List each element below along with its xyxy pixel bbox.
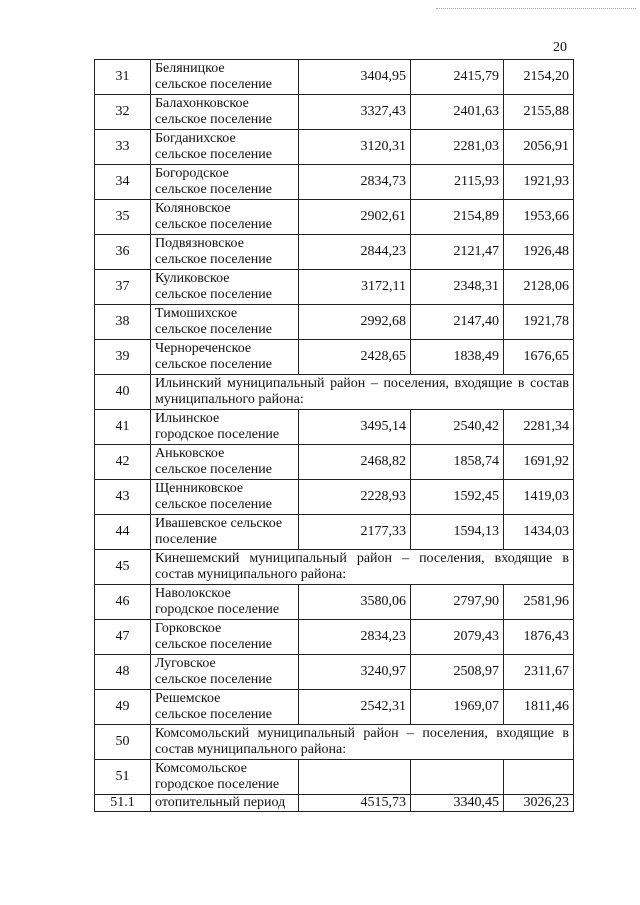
table-row — [95, 655, 574, 690]
settlement-name-cell: Ивашевское сельское поселение — [151, 515, 299, 550]
value-col1-cell — [299, 760, 411, 795]
value-col3-cell: 1921,78 — [504, 305, 574, 340]
row-number-cell: 37 — [95, 270, 151, 305]
settlement-name-cell: Луговское сельское поселение — [151, 655, 299, 690]
value-col2-cell: 2079,43 — [411, 620, 504, 655]
value-col3-cell: 1921,93 — [504, 165, 574, 200]
table-row — [95, 620, 574, 655]
table-row — [95, 235, 574, 270]
row-number-cell: 49 — [95, 690, 151, 725]
value-col3-cell: 3026,23 — [504, 795, 574, 812]
value-col2-cell — [411, 760, 504, 795]
value-col1-cell: 2992,68 — [299, 305, 411, 340]
row-number-cell: 46 — [95, 585, 151, 620]
table-row — [95, 130, 574, 165]
district-header-row — [95, 725, 574, 760]
value-col3-cell — [504, 760, 574, 795]
value-col2-cell: 1838,49 — [411, 340, 504, 375]
settlements-table-body — [95, 60, 574, 812]
settlement-name-cell: Наволокское городское поселение — [151, 585, 299, 620]
table-row — [95, 165, 574, 200]
value-col3-cell: 2154,20 — [504, 60, 574, 95]
row-number-cell: 43 — [95, 480, 151, 515]
value-col3-cell: 1419,03 — [504, 480, 574, 515]
value-col1-cell: 3240,97 — [299, 655, 411, 690]
value-col1-cell: 2468,82 — [299, 445, 411, 480]
value-col3-cell: 1876,43 — [504, 620, 574, 655]
row-number-cell: 41 — [95, 410, 151, 445]
settlement-name-cell: отопительный период — [151, 795, 299, 812]
row-number-cell: 32 — [95, 95, 151, 130]
district-header-cell: Кинешемский муниципальный район – поселения, входящие в состав муниципального района: — [151, 550, 574, 585]
row-number-cell: 40 — [95, 375, 151, 410]
value-col2-cell: 1592,45 — [411, 480, 504, 515]
value-col3-cell: 1434,03 — [504, 515, 574, 550]
value-col3-cell: 1926,48 — [504, 235, 574, 270]
value-col3-cell: 1691,92 — [504, 445, 574, 480]
settlement-name-cell: Коляновское сельское поселение — [151, 200, 299, 235]
value-col2-cell: 2508,97 — [411, 655, 504, 690]
row-number-cell: 38 — [95, 305, 151, 340]
value-col2-cell: 1969,07 — [411, 690, 504, 725]
settlement-name-cell: Подвязновское сельское поселение — [151, 235, 299, 270]
value-col2-cell: 3340,45 — [411, 795, 504, 812]
value-col3-cell: 2128,06 — [504, 270, 574, 305]
table-row — [95, 305, 574, 340]
table-row — [95, 795, 574, 812]
settlement-name-cell: Горковское сельское поселение — [151, 620, 299, 655]
value-col3-cell: 1676,65 — [504, 340, 574, 375]
value-col1-cell: 2177,33 — [299, 515, 411, 550]
row-number-cell: 44 — [95, 515, 151, 550]
value-col1-cell: 4515,73 — [299, 795, 411, 812]
value-col2-cell: 2154,89 — [411, 200, 504, 235]
row-number-cell: 45 — [95, 550, 151, 585]
table-row — [95, 760, 574, 795]
value-col2-cell: 2147,40 — [411, 305, 504, 340]
settlement-name-cell: Решемское сельское поселение — [151, 690, 299, 725]
district-header-cell: Ильинский муниципальный район – поселения, входящие в состав муниципального района: — [151, 375, 574, 410]
value-col1-cell: 2428,65 — [299, 340, 411, 375]
value-col1-cell: 3120,31 — [299, 130, 411, 165]
settlement-name-cell: Ильинское городское поселение — [151, 410, 299, 445]
district-header-row — [95, 375, 574, 410]
settlement-name-cell: Чернореченское сельское поселение — [151, 340, 299, 375]
row-number-cell: 51.1 — [95, 795, 151, 812]
value-col1-cell: 3580,06 — [299, 585, 411, 620]
row-number-cell: 51 — [95, 760, 151, 795]
value-col1-cell: 2844,23 — [299, 235, 411, 270]
settlements-table — [94, 59, 574, 812]
value-col1-cell: 2834,73 — [299, 165, 411, 200]
table-row — [95, 585, 574, 620]
row-number-cell: 33 — [95, 130, 151, 165]
row-number-cell: 39 — [95, 340, 151, 375]
value-col3-cell: 1811,46 — [504, 690, 574, 725]
value-col3-cell: 2581,96 — [504, 585, 574, 620]
value-col1-cell: 2228,93 — [299, 480, 411, 515]
value-col3-cell: 2056,91 — [504, 130, 574, 165]
value-col1-cell: 3327,43 — [299, 95, 411, 130]
row-number-cell: 31 — [95, 60, 151, 95]
page-top-mark — [436, 0, 636, 9]
settlement-name-cell: Балахонковское сельское поселение — [151, 95, 299, 130]
table-row — [95, 340, 574, 375]
value-col3-cell: 2281,34 — [504, 410, 574, 445]
value-col2-cell: 2540,42 — [411, 410, 504, 445]
settlement-name-cell: Богородское сельское поселение — [151, 165, 299, 200]
row-number-cell: 48 — [95, 655, 151, 690]
value-col1-cell: 3495,14 — [299, 410, 411, 445]
table-row — [95, 95, 574, 130]
settlement-name-cell: Богданихское сельское поселение — [151, 130, 299, 165]
value-col2-cell: 2348,31 — [411, 270, 504, 305]
table-row — [95, 60, 574, 95]
district-header-cell: Комсомольский муниципальный район – поселения, входящие в состав муниципального района: — [151, 725, 574, 760]
value-col2-cell: 2797,90 — [411, 585, 504, 620]
table-row — [95, 515, 574, 550]
table-row — [95, 410, 574, 445]
row-number-cell: 50 — [95, 725, 151, 760]
district-header-row — [95, 550, 574, 585]
value-col2-cell: 2281,03 — [411, 130, 504, 165]
value-col1-cell: 2834,23 — [299, 620, 411, 655]
settlement-name-cell: Тимошихское сельское поселение — [151, 305, 299, 340]
value-col3-cell: 2311,67 — [504, 655, 574, 690]
table-row — [95, 480, 574, 515]
page-number: 20 — [553, 40, 567, 55]
value-col1-cell: 2542,31 — [299, 690, 411, 725]
row-number-cell: 34 — [95, 165, 151, 200]
value-col1-cell: 3172,11 — [299, 270, 411, 305]
value-col1-cell: 2902,61 — [299, 200, 411, 235]
value-col2-cell: 2401,63 — [411, 95, 504, 130]
value-col2-cell: 1594,13 — [411, 515, 504, 550]
table-row — [95, 200, 574, 235]
value-col2-cell: 2115,93 — [411, 165, 504, 200]
table-row — [95, 690, 574, 725]
value-col2-cell: 1858,74 — [411, 445, 504, 480]
row-number-cell: 42 — [95, 445, 151, 480]
value-col2-cell: 2415,79 — [411, 60, 504, 95]
settlement-name-cell: Щенниковское сельское поселение — [151, 480, 299, 515]
settlement-name-cell: Куликовское сельское поселение — [151, 270, 299, 305]
value-col3-cell: 1953,66 — [504, 200, 574, 235]
table-row — [95, 270, 574, 305]
settlement-name-cell: Комсомольское городское поселение — [151, 760, 299, 795]
settlement-name-cell: Аньковское сельское поселение — [151, 445, 299, 480]
value-col2-cell: 2121,47 — [411, 235, 504, 270]
settlement-name-cell: Беляницкое сельское поселение — [151, 60, 299, 95]
row-number-cell: 36 — [95, 235, 151, 270]
value-col1-cell: 3404,95 — [299, 60, 411, 95]
row-number-cell: 47 — [95, 620, 151, 655]
row-number-cell: 35 — [95, 200, 151, 235]
value-col3-cell: 2155,88 — [504, 95, 574, 130]
table-row — [95, 445, 574, 480]
